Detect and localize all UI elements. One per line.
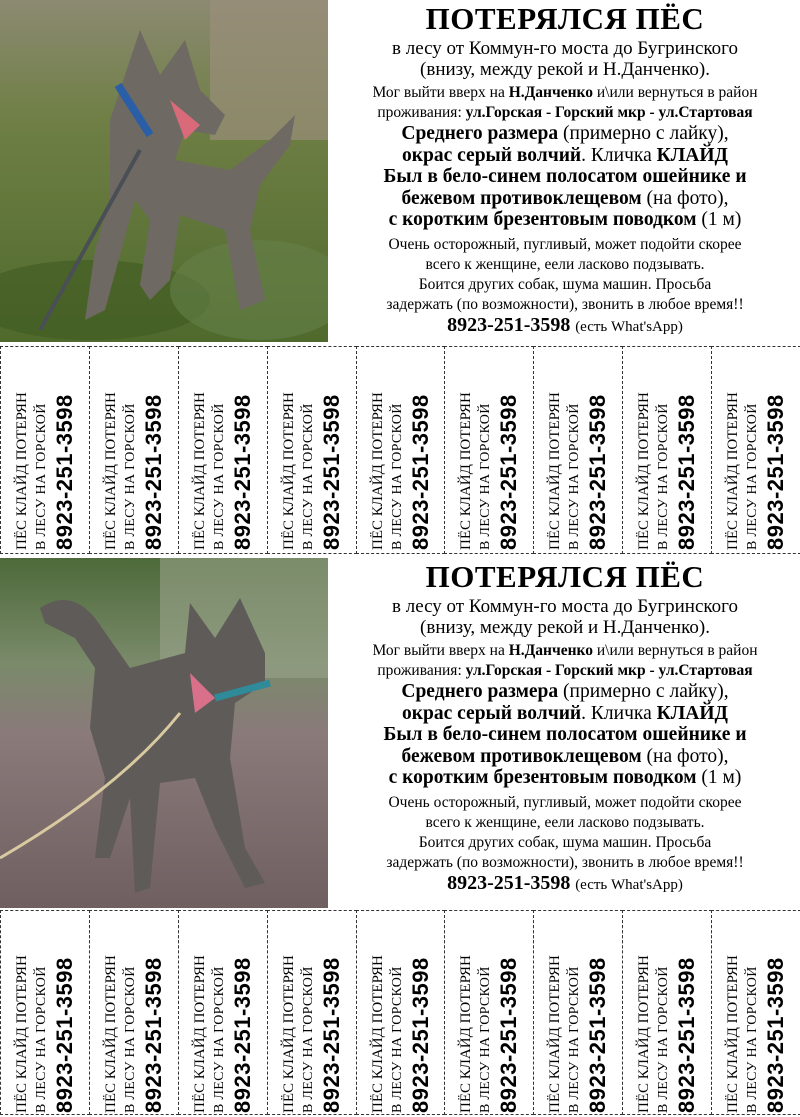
collar-line-1: Был в бело-синем полосатом ошейнике и <box>383 724 747 745</box>
tear-strip[interactable]: ПЁС КЛАЙД ПОТЕРЯН В ЛЕСУ НА ГОРСКОЙ 8923-251-3598 <box>178 910 268 1115</box>
collar-line-2: бежевом противоклещевом (на фото), <box>401 745 729 767</box>
collar-line-2: бежевом противоклещевом (на фото), <box>401 187 729 209</box>
tear-strip[interactable]: ПЁС КЛАЙД ПОТЕРЯН В ЛЕСУ НА ГОРСКОЙ 8923-251-3598 <box>267 346 357 554</box>
tear-strip[interactable]: ПЁС КЛАЙД ПОТЕРЯН В ЛЕСУ НА ГОРСКОЙ 8923-251-3598 <box>533 346 623 554</box>
phone-line <box>334 315 796 338</box>
note-line-4: задержать (по возможности), звонить в любое время!! <box>386 295 744 313</box>
tear-strip[interactable]: ПЁС КЛАЙД ПОТЕРЯН В ЛЕСУ НА ГОРСКОЙ 8923-251-3598 <box>89 910 179 1115</box>
note-line-2: всего к женщине, еели ласково подзывать. <box>425 813 705 831</box>
color-line: окрас серый волчий. Кличка КЛАЙД <box>402 702 728 724</box>
tear-strips-top <box>0 346 800 554</box>
poster-title: ПОТЕРЯЛСЯ ПЁС <box>425 1 705 36</box>
poster-text <box>334 558 796 896</box>
tear-strip[interactable]: ПЁС КЛАЙД ПОТЕРЯН В ЛЕСУ НА ГОРСКОЙ 8923-251-3598 <box>711 910 800 1115</box>
color-line: окрас серый волчий. Кличка КЛАЙД <box>402 144 728 166</box>
phone-number: 8923-251-3598 <box>447 871 571 894</box>
tear-strip[interactable]: ПЁС КЛАЙД ПОТЕРЯН В ЛЕСУ НА ГОРСКОЙ 8923-251-3598 <box>444 346 534 554</box>
home-line: проживания: ул.Горская - Горский мкр - ул.Стартовая <box>377 662 753 679</box>
tear-strip[interactable]: ПЁС КЛАЙД ПОТЕРЯН В ЛЕСУ НА ГОРСКОЙ 8923-251-3598 <box>622 910 712 1115</box>
tear-strip[interactable]: ПЁС КЛАЙД ПОТЕРЯН В ЛЕСУ НА ГОРСКОЙ 8923-251-3598 <box>622 346 712 554</box>
whatsapp-note: (есть What'sApp) <box>575 876 683 893</box>
tear-strip[interactable]: ПЁС КЛАЙД ПОТЕРЯН В ЛЕСУ НА ГОРСКОЙ 8923-251-3598 <box>178 346 268 554</box>
exit-line: Мог выйти вверх на Н.Данченко и\или вернуться в район <box>372 642 758 659</box>
tear-strip[interactable]: ПЁС КЛАЙД ПОТЕРЯН В ЛЕСУ НА ГОРСКОЙ 8923-251-3598 <box>711 346 800 554</box>
leash-line: с коротким брезентовым поводком (1 м) <box>388 209 742 230</box>
tear-strips-bottom <box>0 910 800 1115</box>
poster-bottom <box>0 558 800 1117</box>
note-line-1: Очень осторожный, пугливый, может подойти скорее <box>388 235 742 253</box>
note-line-3: Боится других собак, шума машин. Просьба <box>418 833 712 851</box>
poster-title: ПОТЕРЯЛСЯ ПЁС <box>425 559 705 594</box>
tear-strip[interactable]: ПЁС КЛАЙД ПОТЕРЯН В ЛЕСУ НА ГОРСКОЙ 8923-251-3598 <box>267 910 357 1115</box>
dog-photo-bottom <box>0 558 328 908</box>
whatsapp-note: (есть What'sApp) <box>575 318 683 335</box>
tear-strip[interactable]: ПЁС КЛАЙД ПОТЕРЯН В ЛЕСУ НА ГОРСКОЙ 8923-251-3598 <box>356 910 446 1115</box>
poster-text <box>334 0 796 338</box>
phone-number: 8923-251-3598 <box>447 313 571 336</box>
dog-photo-top <box>0 0 328 342</box>
location-line-1: в лесу от Коммун-го моста до Бугринского <box>392 38 738 59</box>
note-line-3: Боится других собак, шума машин. Просьба <box>418 275 712 293</box>
phone-line <box>334 873 796 896</box>
tear-strip[interactable]: ПЁС КЛАЙД ПОТЕРЯН В ЛЕСУ НА ГОРСКОЙ 8923-251-3598 <box>0 910 90 1115</box>
exit-line: Мог выйти вверх на Н.Данченко и\или вернуться в район <box>372 84 758 101</box>
tear-strip[interactable]: ПЁС КЛАЙД ПОТЕРЯН В ЛЕСУ НА ГОРСКОЙ 8923-251-3598 <box>89 346 179 554</box>
note-line-2: всего к женщине, еели ласково подзывать. <box>425 255 705 273</box>
location-line-2: (внизу, между рекой и Н.Данченко). <box>420 59 710 80</box>
size-line: Среднего размера (примерно с лайку), <box>401 123 729 144</box>
home-line: проживания: ул.Горская - Горский мкр - ул.Стартовая <box>377 104 753 121</box>
location-line-2: (внизу, между рекой и Н.Данченко). <box>420 617 710 638</box>
tear-strip[interactable]: ПЁС КЛАЙД ПОТЕРЯН В ЛЕСУ НА ГОРСКОЙ 8923-251-3598 <box>444 910 534 1115</box>
collar-line-1: Был в бело-синем полосатом ошейнике и <box>383 166 747 187</box>
dog-photo-image <box>0 0 328 342</box>
note-line-4: задержать (по возможности), звонить в любое время!! <box>386 853 744 871</box>
location-line-1: в лесу от Коммун-го моста до Бугринского <box>392 596 738 617</box>
size-line: Среднего размера (примерно с лайку), <box>401 681 729 702</box>
dog-photo-image <box>0 558 328 908</box>
poster-top <box>0 0 800 558</box>
tear-strip[interactable]: ПЁС КЛАЙД ПОТЕРЯН В ЛЕСУ НА ГОРСКОЙ 8923-251-3598 <box>533 910 623 1115</box>
leash-line: с коротким брезентовым поводком (1 м) <box>388 767 742 788</box>
note-line-1: Очень осторожный, пугливый, может подойти скорее <box>388 793 742 811</box>
tear-strip[interactable]: ПЁС КЛАЙД ПОТЕРЯН В ЛЕСУ НА ГОРСКОЙ 8923-251-3598 <box>0 346 90 554</box>
tear-strip[interactable]: ПЁС КЛАЙД ПОТЕРЯН В ЛЕСУ НА ГОРСКОЙ 8923-251-3598 <box>356 346 446 554</box>
